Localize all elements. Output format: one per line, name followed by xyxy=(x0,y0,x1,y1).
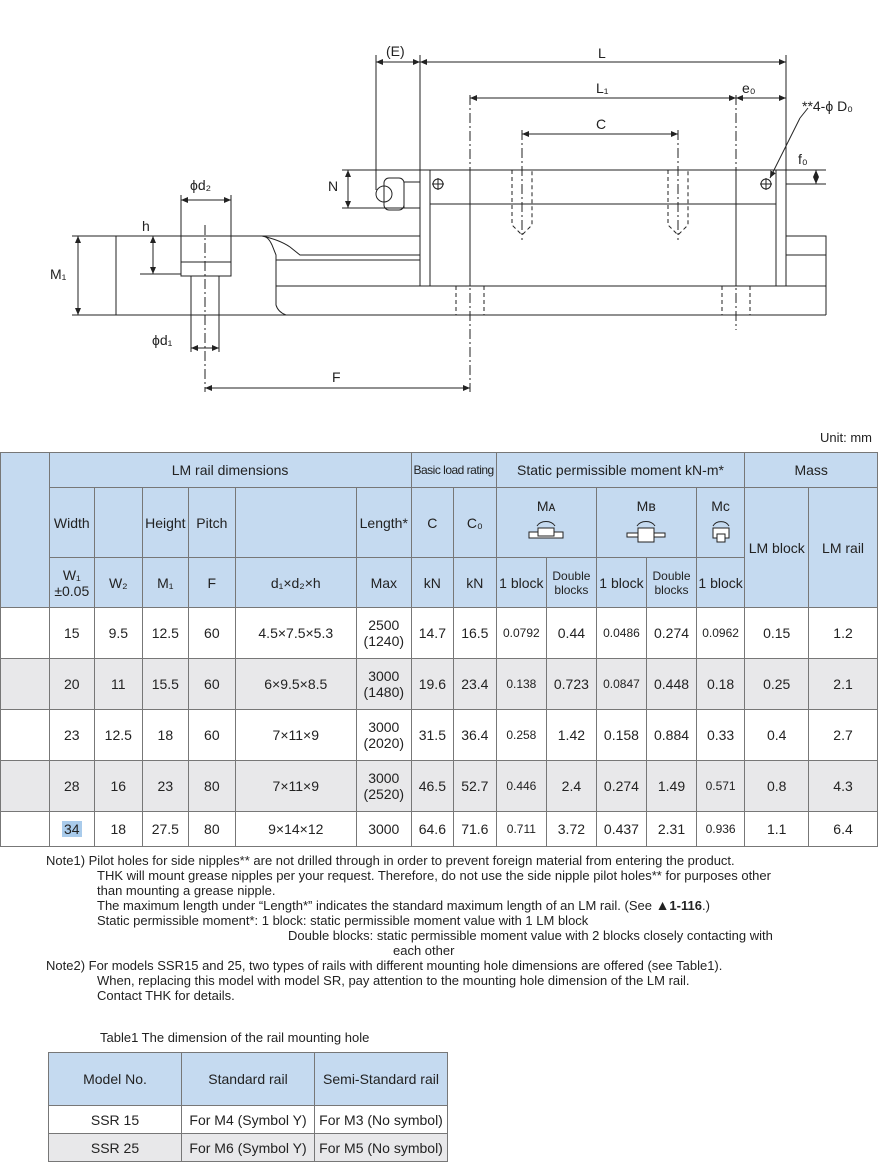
table-cell: 0.0847 xyxy=(596,659,647,710)
note1-line5: Static permissible moment*: 1 block: static permissible moment value with 1 LM block xyxy=(97,913,589,928)
group-rail: LM rail dimensions xyxy=(49,453,411,488)
table-cell: 6.4 xyxy=(809,812,878,847)
table-cell: 3000 (1480) xyxy=(356,659,411,710)
u-mc-1block: 1 block xyxy=(696,558,745,608)
table-cell: 60 xyxy=(189,710,236,761)
label-D0: **4-ϕ D₀ xyxy=(802,98,853,114)
label-F: F xyxy=(332,369,341,385)
table-cell: 60 xyxy=(189,659,236,710)
table-cell: 3.72 xyxy=(547,812,597,847)
table-cell: SSR 15 xyxy=(49,1106,182,1134)
t1-h-std: Standard rail xyxy=(182,1053,315,1106)
u-max: Max xyxy=(356,558,411,608)
table-cell: For M6 (Symbol Y) xyxy=(182,1134,315,1162)
t1-h-model: Model No. xyxy=(49,1053,182,1106)
table-cell: 4.3 xyxy=(809,761,878,812)
table-cell: 0.274 xyxy=(596,761,647,812)
table-cell: 18 xyxy=(95,812,143,847)
notes xyxy=(46,853,876,1003)
table-cell: 0.25 xyxy=(745,659,809,710)
table-cell: 80 xyxy=(189,812,236,847)
table-cell: 15 xyxy=(49,608,95,659)
table-cell: 9.5 xyxy=(95,608,143,659)
row-header-blank xyxy=(1,453,50,608)
table-cell: 0.448 xyxy=(647,659,697,710)
table-cell: For M4 (Symbol Y) xyxy=(182,1106,315,1134)
ma-icon xyxy=(521,514,571,544)
table-cell: 3000 (2020) xyxy=(356,710,411,761)
table-cell: 2.7 xyxy=(809,710,878,761)
table-cell: 0.0792 xyxy=(496,608,547,659)
table-cell: 0.18 xyxy=(696,659,745,710)
table-row xyxy=(49,1106,448,1134)
table-row xyxy=(1,812,878,847)
table-row xyxy=(1,761,878,812)
unit-label: Unit: mm xyxy=(820,430,872,445)
spec-table xyxy=(0,452,878,847)
table-cell: 0.0486 xyxy=(596,608,647,659)
table-cell: 60 xyxy=(189,608,236,659)
table-cell: 2500 (1240) xyxy=(356,608,411,659)
u-d: d₁×d₂×h xyxy=(235,558,356,608)
note2-line2: When, replacing this model with model SR, pay attention to the mounting hole dimension of the LM rail. xyxy=(97,973,690,988)
table-cell: 0.8 xyxy=(745,761,809,812)
label-d2: ϕd₂ xyxy=(190,177,212,193)
note1-line3: than mounting a grease nipple. xyxy=(97,883,276,898)
h-mc xyxy=(696,488,745,558)
table-cell: 2.4 xyxy=(547,761,597,812)
h-c0: C₀ xyxy=(454,488,496,558)
table-cell: 36.4 xyxy=(454,710,496,761)
mc-label: Mᴄ xyxy=(711,498,730,514)
table-cell xyxy=(49,812,95,847)
ma-label: Mᴀ xyxy=(536,498,556,514)
table-cell xyxy=(1,812,50,847)
table-cell: 12.5 xyxy=(95,710,143,761)
table-cell: 1.1 xyxy=(745,812,809,847)
mb-icon xyxy=(621,514,671,544)
table-cell: 0.274 xyxy=(647,608,697,659)
table-cell: 52.7 xyxy=(454,761,496,812)
note1-line7: each other xyxy=(393,943,455,958)
table-cell: 23.4 xyxy=(454,659,496,710)
page-ref-link[interactable]: 1-116 xyxy=(669,898,702,913)
highlighted-cell: 34 xyxy=(63,821,80,837)
table-cell: 27.5 xyxy=(142,812,189,847)
u-w1 xyxy=(49,558,95,608)
table-cell: 0.258 xyxy=(496,710,547,761)
table-cell: 2.1 xyxy=(809,659,878,710)
h-height: Height xyxy=(142,488,189,558)
table1 xyxy=(48,1052,448,1162)
table-cell: 46.5 xyxy=(411,761,453,812)
label-f0: f₀ xyxy=(798,151,808,167)
u-w1-label: W₁ xyxy=(62,566,81,583)
table-cell: 23 xyxy=(49,710,95,761)
table-cell xyxy=(1,710,50,761)
table-cell: 0.936 xyxy=(696,812,745,847)
note1-line2: THK will mount grease nipples per your request. Therefore, do not use the side nipple pilot holes** for purposes other xyxy=(97,868,771,883)
h-w2-blank xyxy=(95,488,143,558)
u-tol: ±0.05 xyxy=(54,582,90,599)
u-kn1: kN xyxy=(411,558,453,608)
table-cell: 0.571 xyxy=(696,761,745,812)
group-moment: Static permissible moment kN-m* xyxy=(496,453,745,488)
label-M1: M₁ xyxy=(50,266,67,282)
group-load: Basic load rating xyxy=(411,453,496,488)
u-mb-1block: 1 block xyxy=(596,558,647,608)
table-cell: 0.723 xyxy=(547,659,597,710)
table-cell: 19.6 xyxy=(411,659,453,710)
u-ma-1block: 1 block xyxy=(496,558,547,608)
note1-line6: Double blocks: static permissible moment value with 2 blocks closely contacting with xyxy=(288,928,773,943)
h-lmblock: LM block xyxy=(745,488,809,608)
label-d1: ϕd₁ xyxy=(152,332,173,348)
technical-drawing xyxy=(0,0,882,420)
table-cell: 80 xyxy=(189,761,236,812)
table-cell: 28 xyxy=(49,761,95,812)
table-cell: 0.4 xyxy=(745,710,809,761)
table-cell: SSR 25 xyxy=(49,1134,182,1162)
t1-h-semi: Semi-Standard rail xyxy=(315,1053,448,1106)
note2-line3: Contact THK for details. xyxy=(97,988,235,1003)
table-cell: 31.5 xyxy=(411,710,453,761)
table-cell: 71.6 xyxy=(454,812,496,847)
h-length: Length* xyxy=(356,488,411,558)
table-cell xyxy=(1,608,50,659)
table-cell: 2.31 xyxy=(647,812,697,847)
table-cell: 4.5×7.5×5.3 xyxy=(235,608,356,659)
label-L1: L₁ xyxy=(596,80,609,96)
h-width: Width xyxy=(49,488,95,558)
table-cell: 20 xyxy=(49,659,95,710)
table-cell: 11 xyxy=(95,659,143,710)
table-cell: 3000 (2520) xyxy=(356,761,411,812)
table-cell: For M3 (No symbol) xyxy=(315,1106,448,1134)
table-cell: 0.15 xyxy=(745,608,809,659)
table-row xyxy=(1,710,878,761)
table-cell: 0.158 xyxy=(596,710,647,761)
mc-icon xyxy=(706,514,736,544)
table-cell: 1.49 xyxy=(647,761,697,812)
table-cell: For M5 (No symbol) xyxy=(315,1134,448,1162)
h-ma xyxy=(496,488,596,558)
u-m1: M₁ xyxy=(142,558,189,608)
h-pitch: Pitch xyxy=(189,488,236,558)
table-cell: 7×11×9 xyxy=(235,710,356,761)
table-cell: 14.7 xyxy=(411,608,453,659)
u-w2: W₂ xyxy=(95,558,143,608)
table-cell: 16 xyxy=(95,761,143,812)
note1-line1: Note1) Pilot holes for side nipples** are not drilled through in order to prevent foreign material from entering the product. xyxy=(46,853,735,868)
table-cell: 1.2 xyxy=(809,608,878,659)
table-cell: 16.5 xyxy=(454,608,496,659)
label-E: (E) xyxy=(386,43,405,59)
table-cell: 0.446 xyxy=(496,761,547,812)
table-row xyxy=(49,1134,448,1162)
table-cell: 0.33 xyxy=(696,710,745,761)
u-ma-double: Double blocks xyxy=(547,558,597,608)
table-cell xyxy=(1,761,50,812)
table-cell: 0.884 xyxy=(647,710,697,761)
table-cell: 0.711 xyxy=(496,812,547,847)
h-lmrail: LM rail xyxy=(809,488,878,608)
table-cell: 0.0962 xyxy=(696,608,745,659)
group-mass: Mass xyxy=(745,453,878,488)
mb-label: Mʙ xyxy=(636,498,656,514)
table-cell: 1.42 xyxy=(547,710,597,761)
table-cell: 9×14×12 xyxy=(235,812,356,847)
table-cell: 6×9.5×8.5 xyxy=(235,659,356,710)
u-kn2: kN xyxy=(454,558,496,608)
h-c: C xyxy=(411,488,453,558)
table-cell: 0.138 xyxy=(496,659,547,710)
u-mb-double: Double blocks xyxy=(647,558,697,608)
label-C: C xyxy=(596,116,607,132)
table1-caption: Table1 The dimension of the rail mounting hole xyxy=(100,1030,370,1045)
table-cell: 0.44 xyxy=(547,608,597,659)
table-cell: 18 xyxy=(142,710,189,761)
label-e0: e₀ xyxy=(742,80,756,96)
note2-line1: Note2) For models SSR15 and 25, two types of rails with different mounting hole dimensions are offered (see Table1). xyxy=(46,958,723,973)
table-cell: 7×11×9 xyxy=(235,761,356,812)
table-cell: 3000 xyxy=(356,812,411,847)
table-cell: 12.5 xyxy=(142,608,189,659)
table-cell: 15.5 xyxy=(142,659,189,710)
label-h: h xyxy=(142,218,150,234)
table-cell: 23 xyxy=(142,761,189,812)
label-N: N xyxy=(328,178,339,194)
table-cell xyxy=(1,659,50,710)
table-row xyxy=(1,608,878,659)
table-cell: 64.6 xyxy=(411,812,453,847)
label-L: L xyxy=(598,45,606,61)
u-f: F xyxy=(189,558,236,608)
note1-line4: The maximum length under “Length*” indicates the standard maximum length of an LM rail. (See ▲1-116.) xyxy=(97,897,710,913)
h-d-blank xyxy=(235,488,356,558)
table-row xyxy=(1,659,878,710)
table-cell: 0.437 xyxy=(596,812,647,847)
h-mb xyxy=(596,488,696,558)
